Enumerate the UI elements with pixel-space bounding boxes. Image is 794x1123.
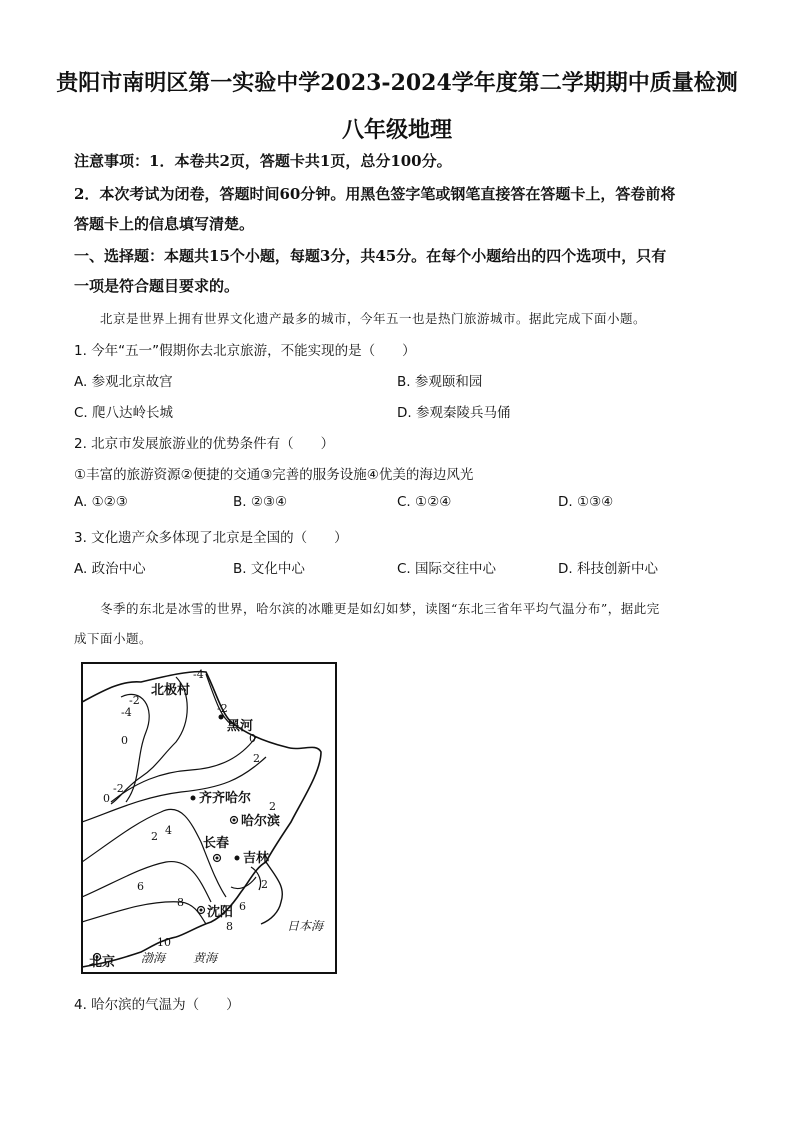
isotherm-label: 8 <box>177 896 184 909</box>
sea-label-japan-sea: 日本海 <box>287 919 324 933</box>
question-2-option-b: B. ②③④ <box>233 494 288 510</box>
question-2-option-c: C. ①②④ <box>397 494 452 510</box>
city-label-jilin: 吉林 <box>243 851 270 866</box>
isotherm-label: -4 <box>121 706 132 719</box>
question-1-option-d: D. 参观秦陵兵马俑 <box>397 405 511 421</box>
isotherm-label: 6 <box>239 900 246 913</box>
isotherm-label: 2 <box>269 800 276 813</box>
section-heading-cont: 一项是符合题目要求的。 <box>74 277 240 295</box>
city-label-heihe: 黑河 <box>227 719 254 734</box>
city-label-shenyang: 沈阳 <box>207 905 234 920</box>
question-1-option-c: C. 爬八达岭长城 <box>74 405 174 421</box>
isotherm-label: 10 <box>157 936 171 949</box>
sea-label-yellow-sea: 黄海 <box>193 951 218 965</box>
notes-line-2-cont: 答题卡上的信息填写清楚。 <box>74 215 255 233</box>
question-4-stem: 4. 哈尔滨的气温为（ ） <box>74 997 240 1013</box>
isotherm-label: 2 <box>261 878 268 891</box>
city-label-changchun: 长春 <box>203 836 230 851</box>
exam-title: 贵阳市南明区第一实验中学2023-2024学年度第二学期期中质量检测 <box>56 70 738 96</box>
city-marker-shenyang-dot <box>200 909 203 912</box>
city-marker-heihe <box>219 715 224 720</box>
temperature-map <box>81 662 337 974</box>
isotherm-label: 6 <box>137 880 144 893</box>
isotherm-label: -2 <box>129 694 140 707</box>
city-marker-harbin-dot <box>233 819 236 822</box>
question-3-option-a: A. 政治中心 <box>74 561 146 577</box>
city-label-harbin: 哈尔滨 <box>241 814 281 829</box>
isotherm-label: 2 <box>253 752 260 765</box>
isotherm-label: -2 <box>113 782 124 795</box>
question-3-stem: 3. 文化遗产众多体现了北京是全国的（ ） <box>74 530 348 546</box>
isotherm-label: -2 <box>217 702 228 715</box>
question-2-stem: 2. 北京市发展旅游业的优势条件有（ ） <box>74 436 335 452</box>
question-2-option-d: D. ①③④ <box>558 494 614 510</box>
isotherm-label: 2 <box>151 830 158 843</box>
question-3-option-b: B. 文化中心 <box>233 561 305 577</box>
question-2-conditions: ①丰富的旅游资源②便捷的交通③完善的服务设施④优美的海边风光 <box>74 467 474 483</box>
city-marker-qiqihar <box>191 796 196 801</box>
isotherm-label: 0 <box>103 792 110 805</box>
question-1-stem: 1. 今年“五一”假期你去北京旅游，不能实现的是（ ） <box>74 343 416 359</box>
isotherm-label: 0 <box>249 732 256 745</box>
question-2-option-a: A. ①②③ <box>74 494 128 510</box>
sea-label-bohai: 渤海 <box>141 951 166 965</box>
city-marker-jilin <box>235 856 240 861</box>
city-marker-changchun-dot <box>216 857 219 860</box>
exam-subtitle: 八年级地理 <box>341 117 452 143</box>
question-1-option-a: A. 参观北京故宫 <box>74 374 173 390</box>
question-3-option-d: D. 科技创新中心 <box>558 561 658 577</box>
city-label-qiqihar: 齐齐哈尔 <box>199 791 252 806</box>
question-3-option-c: C. 国际交往中心 <box>397 561 497 577</box>
isotherm-label: 4 <box>165 824 172 837</box>
question-1-option-b: B. 参观颐和园 <box>397 374 483 390</box>
city-label-beijing: 北京 <box>89 955 116 970</box>
passage-2-cont: 成下面小题。 <box>74 631 153 646</box>
isotherm-label: 0 <box>121 734 128 747</box>
section-heading: 一、选择题：本题共15个小题，每题3分，共45分。在每个小题给出的四个选项中，只有 <box>74 247 667 265</box>
isotherm-label: 8 <box>226 920 233 933</box>
notes-line-2: 2．本次考试为闭卷，答题时间60分钟。用黑色签字笔或钢笔直接答在答题卡上，答卷前将 <box>74 185 676 203</box>
city-label-beijicun: 北极村 <box>151 683 191 698</box>
passage-1: 北京是世界上拥有世界文化遗产最多的城市，今年五一也是热门旅游城市。据此完成下面小题。 <box>100 311 647 326</box>
notes-line-1: 注意事项：1．本卷共2页，答题卡共1页，总分100分。 <box>74 152 452 170</box>
passage-2: 冬季的东北是冰雪的世界，哈尔滨的冰雕更是如幻如梦，读图“东北三省年平均气温分布”，据此完 <box>100 601 660 616</box>
isotherm-label: -4 <box>193 668 204 681</box>
